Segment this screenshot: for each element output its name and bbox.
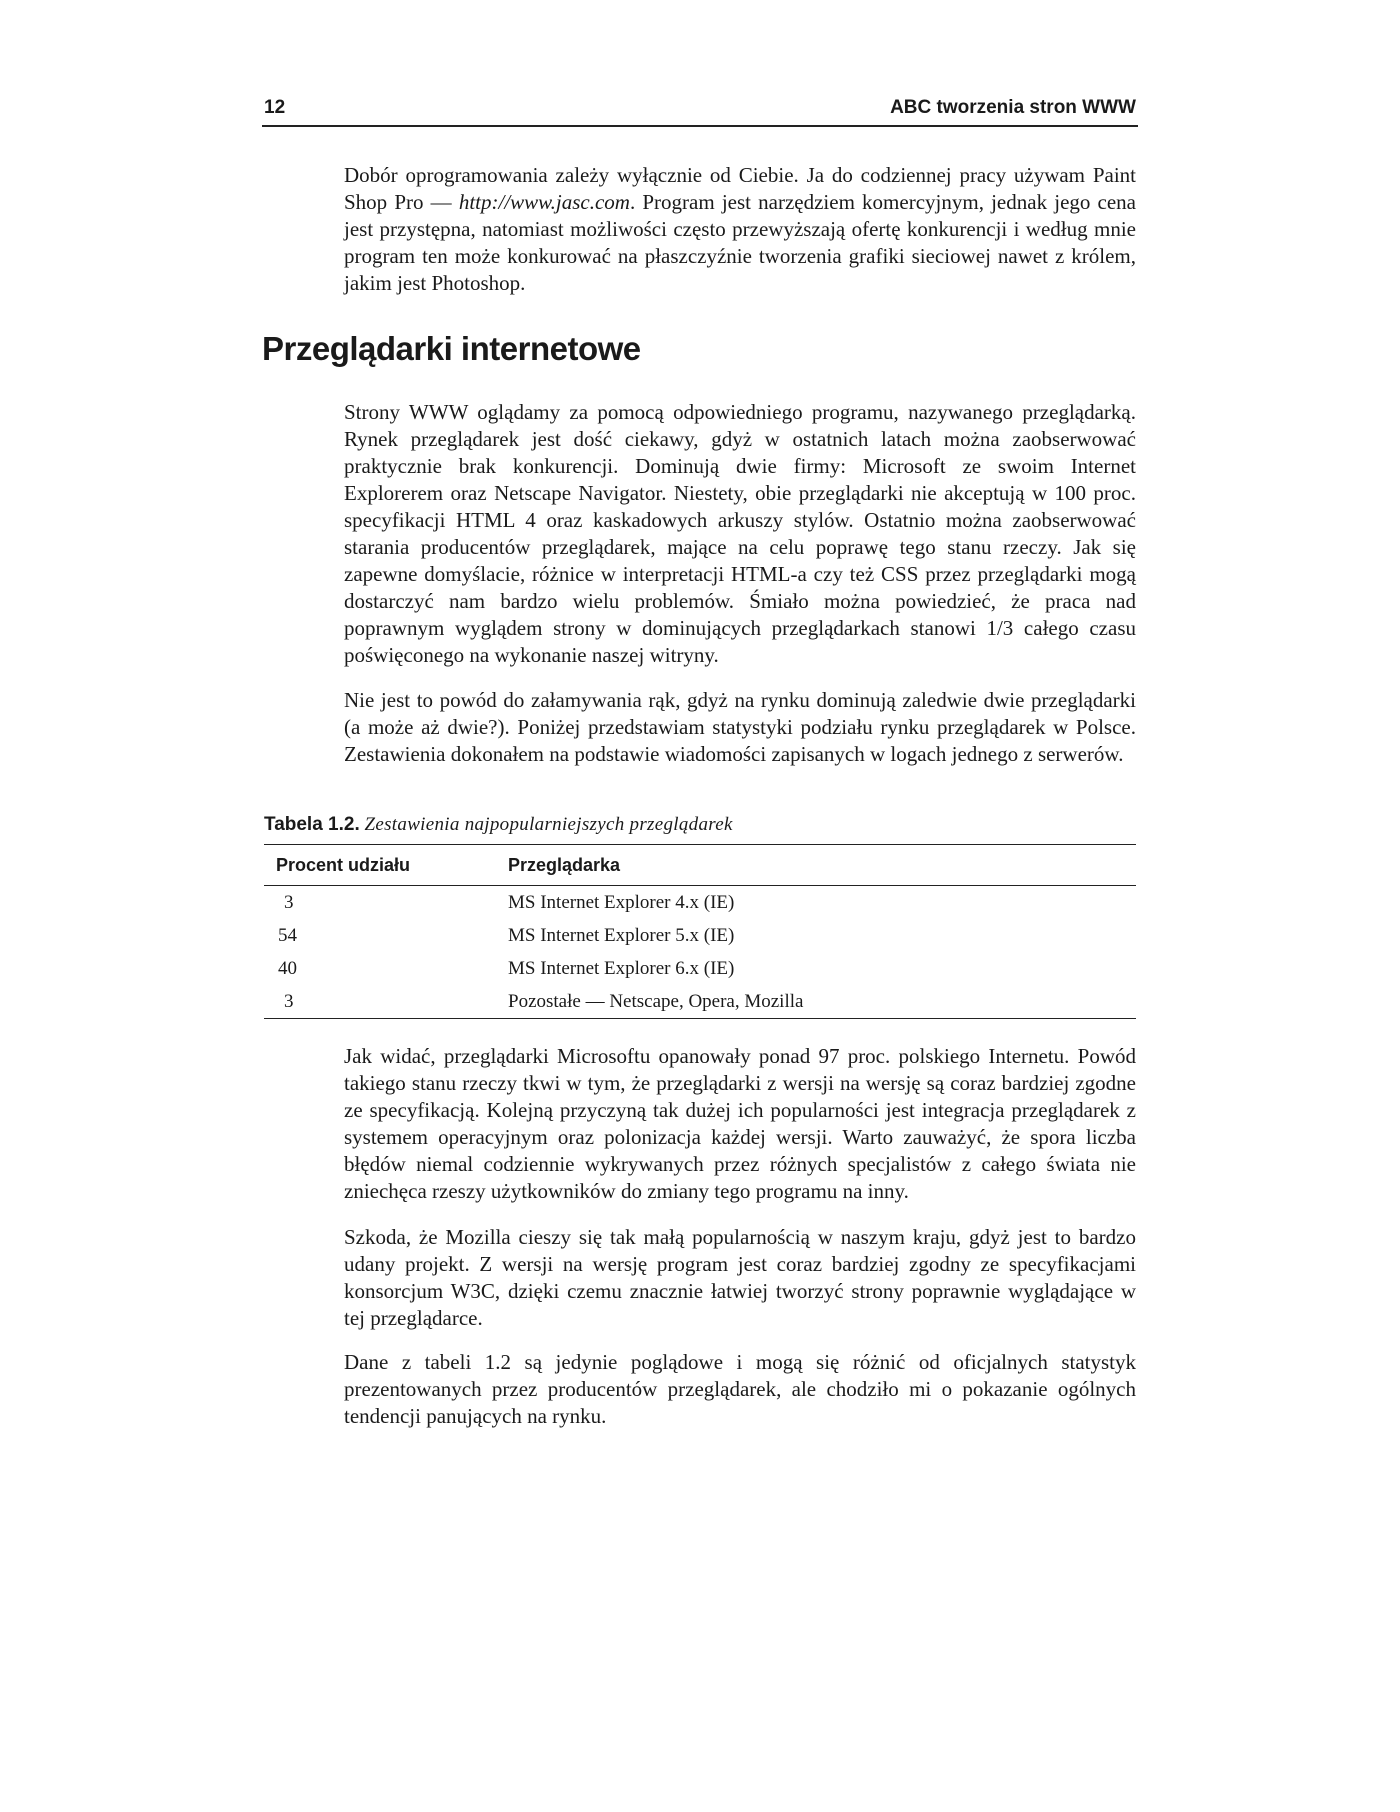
table-row (264, 952, 1136, 985)
cell-browser: MS Internet Explorer 5.x (IE) (508, 924, 735, 946)
intro-text-start: Dobór oprogramowania zależy wyłącznie od Ciebie. Ja do codziennej pracy używam Paint Shop Pro — (344, 163, 1136, 214)
running-title: ABC tworzenia stron WWW (890, 97, 1136, 118)
table-caption (264, 814, 733, 836)
browser-share-table (264, 844, 1136, 1019)
cell-browser: MS Internet Explorer 6.x (IE) (508, 957, 735, 979)
cell-browser: Pozostałe — Netscape, Opera, Mozilla (508, 990, 804, 1012)
body-paragraph-4: Szkoda, że Mozilla cieszy się tak małą popularnością w naszym kraju, gdyż jest to bardzo udany projekt. Z wersji na wersję program jest coraz bardziej zgodny ze specyfikacjami konsorcjum W3C, dzięki czemu znacznie łatwiej tworzyć strony poprawnie wyglądające w tej przeglądarce. (344, 1225, 1136, 1330)
header-browser: Przeglądarka (508, 854, 621, 875)
cell-percent: 3 (284, 891, 294, 913)
page-number: 12 (264, 97, 286, 118)
table-header-row (264, 845, 1136, 886)
cell-percent: 54 (278, 924, 297, 946)
table-caption-label: Tabela 1.2. (264, 814, 360, 835)
page-header (262, 97, 1138, 127)
cell-browser: MS Internet Explorer 4.x (IE) (508, 891, 735, 913)
table-row (264, 985, 1136, 1019)
body-paragraph-3: Jak widać, przeglądarki Microsoftu opanowały ponad 97 proc. polskiego Internetu. Powód takiego stanu rzeczy tkwi w tym, że przeglądarki z wersji na wersję są coraz bardziej zgodne ze specyfikacją. Kolejną przyczyną tak dużej ich popularności jest integracja przeglądarek z systemem operacyjnym oraz polonizacja każdej wersji. Warto zauważyć, że spora liczba błędów niemal codziennie wykrywanych przez różnych specjalistów z całego świata nie zniechęca rzeszy użytkowników do zmiany tego programu na inny. (344, 1044, 1136, 1203)
table-row (264, 919, 1136, 952)
body-paragraph-1: Strony WWW oglądamy za pomocą odpowiedniego programu, nazywanego przeglądarką. Rynek przeglądarek jest dość ciekawy, gdyż w ostatnich latach można zaobserwować praktycznie brak konkurencji. Dominują dwie firmy: Microsoft ze swoim Internet Explorerem oraz Netscape Navigator. Niestety, obie przeglądarki nie akceptują w 100 proc. specyfikacji HTML 4 oraz kaskadowych arkuszy stylów. Ostatnio można zaobserwować starania producentów przeglądarek, mające na celu poprawę tego stanu rzeczy. Jak się zapewne domyślacie, różnice w interpretacji HTML-a czy też CSS przez przeglądarki mogą dostarczyć nam bardzo wielu problemów. Śmiało można powiedzieć, że praca nad poprawnym wyglądem strony w dominujących przeglądarkach stanowi 1/3 całego czasu poświęconego na wykonanie naszej witryny. (344, 400, 1136, 667)
intro-paragraph (344, 162, 1136, 297)
table-caption-text: Zestawienia najpopularniejszych przeglądarek (364, 814, 733, 835)
url-text: http://www.jasc.com (458, 190, 630, 214)
intro-text-end: . Program jest narzędziem komercyjnym, jednak jego cena jest przystępna, natomiast możliwości często przewyższają ofertę konkurencji i według mnie program ten może konkurować na płaszczyźnie tworzenia grafiki sieciowej nawet z królem, jakim jest Photoshop. (344, 190, 1137, 295)
header-percent: Procent udziału (276, 854, 411, 875)
cell-percent: 3 (284, 990, 294, 1012)
body-paragraph-5: Dane z tabeli 1.2 są jedynie poglądowe i mogą się różnić od oficjalnych statystyk prezentowanych przez producentów przeglądarek, ale chodziło mi o pokazanie ogólnych tendencji panujących na rynku. (344, 1350, 1136, 1428)
cell-percent: 40 (278, 957, 297, 979)
table-row (264, 886, 1136, 920)
body-paragraph-2: Nie jest to powód do załamywania rąk, gdyż na rynku dominują zaledwie dwie przeglądarki (a może aż dwie?). Poniżej przedstawiam statystyki podziału rynku przeglądarek w Polsce. Zestawienia dokonałem na podstawie wiadomości zapisanych w logach jednego z serwerów. (344, 688, 1136, 766)
section-heading: Przeglądarki internetowe (262, 330, 641, 367)
